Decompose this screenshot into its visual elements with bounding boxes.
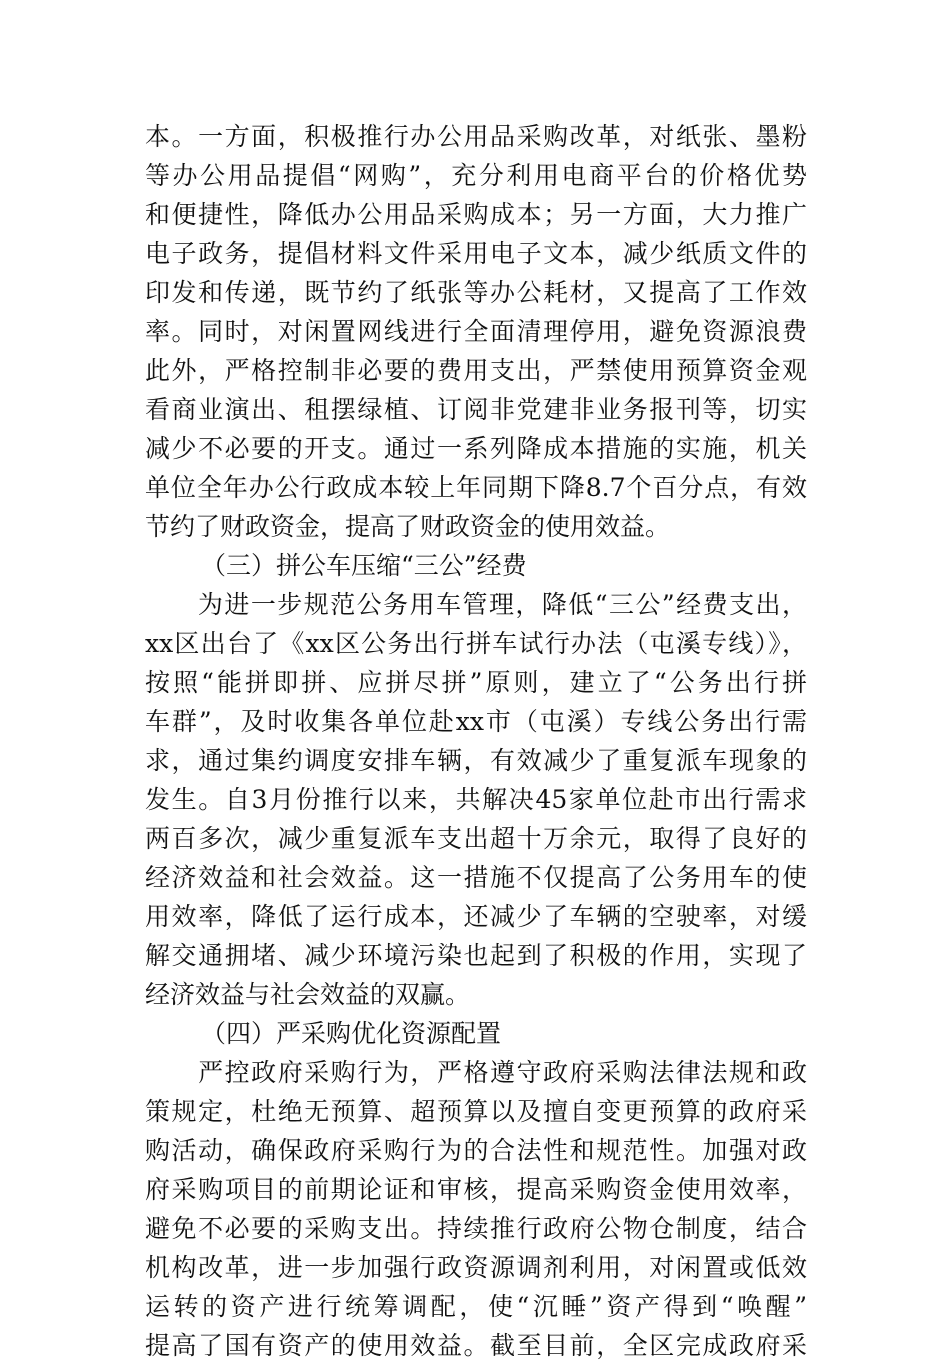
text-line: 提高了国有资产的使用效益。截至目前，全区完成政府采 bbox=[145, 1331, 807, 1360]
text-line: 率。同时，对闲置网线进行全面清理停用，避免资源浪费 bbox=[145, 317, 807, 346]
text-line: xx区出台了《xx区公务出行拼车试行办法（屯溪专线）》， bbox=[145, 629, 807, 658]
text-line: 用效率，降低了运行成本，还减少了车辆的空驶率，对缓 bbox=[145, 902, 807, 931]
text-line: 求，通过集约调度安排车辆，有效减少了重复派车现象的 bbox=[145, 746, 807, 775]
text-line: 策规定，杜绝无预算、超预算以及擅自变更预算的政府采 bbox=[145, 1097, 807, 1126]
text-line: 府采购项目的前期论证和审核，提高采购资金使用效率， bbox=[145, 1175, 807, 1204]
text-line: 严控政府采购行为，严格遵守政府采购法律法规和政 bbox=[145, 1058, 807, 1087]
text-line: 经济效益和社会效益。这一措施不仅提高了公务用车的使 bbox=[145, 863, 807, 892]
paragraph bbox=[145, 117, 807, 546]
text-line: 单位全年办公行政成本较上年同期下降8.7个百分点，有效 bbox=[145, 473, 807, 502]
section-heading: （四）严采购优化资源配置 bbox=[201, 1019, 502, 1048]
text-line: 和便捷性，降低办公用品采购成本；另一方面，大力推广 bbox=[145, 200, 807, 229]
text-line: 运转的资产进行统筹调配，使“沉睡”资产得到“唤醒” bbox=[145, 1292, 807, 1321]
text-line: 购活动，确保政府采购行为的合法性和规范性。加强对政 bbox=[145, 1136, 807, 1165]
paragraph bbox=[145, 585, 807, 1014]
text-line: 此外，严格控制非必要的费用支出，严禁使用预算资金观 bbox=[145, 356, 807, 385]
text-line: 看商业演出、租摆绿植、订阅非党建非业务报刊等，切实 bbox=[145, 395, 807, 424]
text-line: 按照“能拼即拼、应拼尽拼”原则，建立了“公务出行拼 bbox=[145, 668, 807, 697]
text-line: 车群”，及时收集各单位赴xx市（屯溪）专线公务出行需 bbox=[145, 707, 807, 736]
section-heading: （三）拼公车压缩“三公”经费 bbox=[201, 551, 527, 580]
text-line: 为进一步规范公务用车管理，降低“三公”经费支出， bbox=[145, 590, 807, 619]
text-line: 解交通拥堵、减少环境污染也起到了积极的作用，实现了 bbox=[145, 941, 807, 970]
text-line: 本。一方面，积极推行办公用品采购改革，对纸张、墨粉 bbox=[145, 122, 807, 151]
text-line: 发生。自3月份推行以来，共解决45家单位赴市出行需求 bbox=[145, 785, 807, 814]
text-line: 机构改革，进一步加强行政资源调剂利用，对闲置或低效 bbox=[145, 1253, 807, 1282]
text-line: 两百多次，减少重复派车支出超十万余元，取得了良好的 bbox=[145, 824, 807, 853]
text-line: 避免不必要的采购支出。持续推行政府公物仓制度，结合 bbox=[145, 1214, 807, 1243]
text-line: 减少不必要的开支。通过一系列降成本措施的实施，机关 bbox=[145, 434, 807, 463]
paragraph bbox=[145, 1053, 807, 1365]
document-body bbox=[145, 117, 807, 1365]
text-line: 节约了财政资金，提高了财政资金的使用效益。 bbox=[145, 512, 671, 541]
text-line: 经济效益与社会效益的双赢。 bbox=[145, 980, 471, 1009]
text-line: 印发和传递，既节约了纸张等办公耗材，又提高了工作效 bbox=[145, 278, 807, 307]
text-line: 等办公用品提倡“网购”，充分利用电商平台的价格优势 bbox=[145, 161, 807, 190]
text-line: 电子政务，提倡材料文件采用电子文本，减少纸质文件的 bbox=[145, 239, 807, 268]
